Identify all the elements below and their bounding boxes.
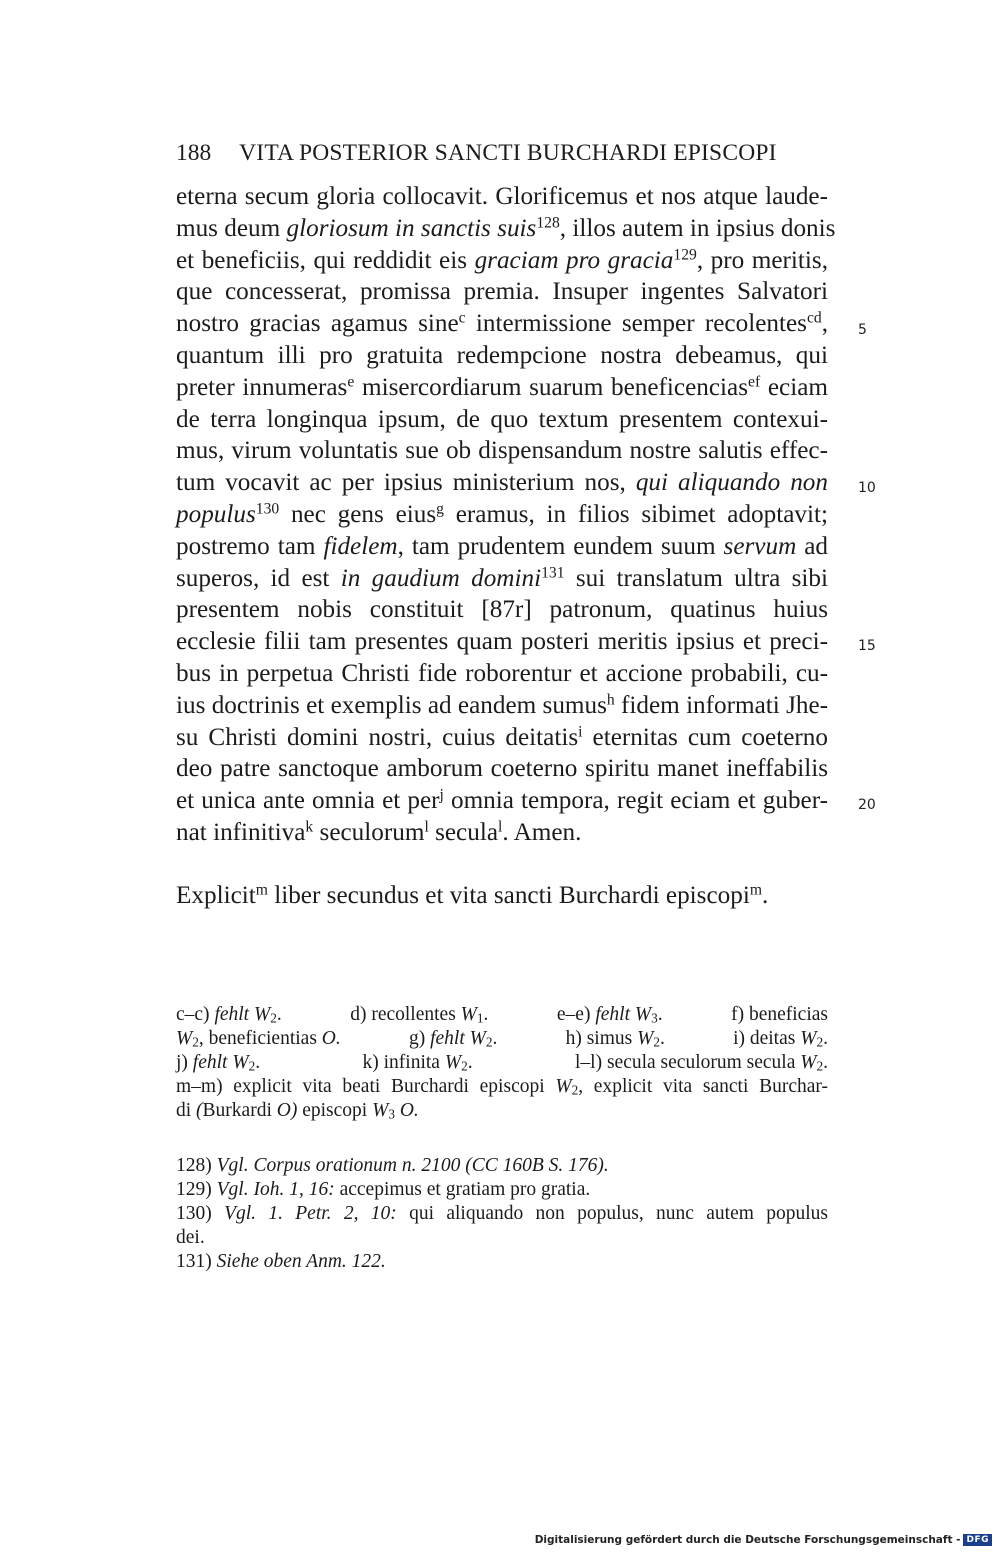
text-line <box>176 531 828 563</box>
text-line <box>176 276 828 308</box>
text-segment: presentem nobis constituit [87r] patronum, quatinus huius <box>176 596 828 624</box>
text-segment: eternitas cum coeterno <box>582 723 828 751</box>
footnote-marker: l <box>498 818 503 836</box>
text-segment: eterna secum gloria collocavit. Glorificemus et nos atque laude- <box>176 183 828 210</box>
explicit-line <box>176 882 768 910</box>
apparatus-row-5 <box>176 1099 828 1123</box>
footnote-marker: k <box>305 818 314 836</box>
text-segment: tum vocavit ac per ipsius ministerium nos, <box>176 469 636 497</box>
footnote-marker: j <box>439 786 444 804</box>
text-segment: postremo tam <box>176 532 324 560</box>
text-line <box>176 245 828 277</box>
text-segment: et unica ante omnia et per <box>176 787 440 815</box>
text-line <box>176 213 836 245</box>
apparatus-entry-e: e–e) fehlt $W_3$. <box>556 1004 663 1026</box>
apparatus-entry-m-cont: di (Burkardi O) episcopi $W_3$ O. <box>176 1100 419 1122</box>
text-segment: , <box>821 310 828 338</box>
apparatus-entry-m: m–m) explicit vita beati Burchardi episcopi $W_2$, explicit vita sancti Burchar- <box>176 1076 828 1098</box>
text-line <box>176 435 828 467</box>
line-number-5: 5 <box>858 322 867 338</box>
running-title: VITA POSTERIOR SANCTI BURCHARDI EPISCOPI <box>239 140 777 166</box>
text-segment: mus, virum voluntatis sue ob dispensandum nostre salutis effec- <box>176 437 828 465</box>
footnote-marker: l <box>424 818 429 836</box>
text-line <box>176 658 828 690</box>
text-line <box>176 467 828 499</box>
text-line <box>176 308 828 340</box>
text-segment: , tam prudentem eundem suum <box>397 532 724 560</box>
text-line <box>176 690 828 722</box>
main-text <box>176 181 836 849</box>
text-segment: quantum illi pro gratuita redempcione nostra debeamus, qui <box>176 341 828 369</box>
page-number: 188 <box>176 140 212 166</box>
text-segment: fidem informati Jhe- <box>614 691 829 719</box>
explicit-text: liber secundus et vita sancti Burchardi episcopi <box>267 882 750 909</box>
text-segment: preter innumeras <box>176 373 348 401</box>
text-segment: nec gens eius <box>279 500 437 528</box>
footnote-131: 131) Siehe oben Anm. 122. <box>176 1251 386 1272</box>
footnote-129: 129) Vgl. Ioh. 1, 16: accepimus et gratiam pro gratia. <box>176 1179 591 1200</box>
footnote-130-cont: dei. <box>176 1227 205 1248</box>
text-line <box>176 626 828 658</box>
footnote-mark-m: m <box>255 881 268 899</box>
text-line <box>176 722 828 754</box>
apparatus-entry-h: h) simus $W_2$. <box>565 1028 665 1050</box>
italic-phrase: in gaudium domini <box>340 564 542 592</box>
text-segment: bus in perpetua Christi fide roborentur et accione probabili, cu- <box>176 659 828 687</box>
italic-phrase: gloriosum in sanctis suis <box>286 214 537 242</box>
footnote-marker: c <box>458 309 466 327</box>
text-segment: sui translatum ultra sibi <box>564 564 829 592</box>
text-segment: et beneficiis, qui reddidit eis <box>176 246 475 274</box>
text-segment: , illos autem in ipsius donis <box>559 214 836 242</box>
apparatus-entry-d: d) recollentes $W_1$. <box>350 1004 489 1026</box>
text-segment: eciam <box>760 373 828 401</box>
text-segment: , pro meritis, <box>696 246 829 274</box>
text-segment: superos, id est <box>176 564 341 592</box>
italic-phrase: fidelem <box>323 532 398 560</box>
footnote-marker: h <box>606 691 615 709</box>
apparatus-row-1 <box>176 1003 828 1027</box>
text-segment: que concesserat, promissa premia. Insuper ingentes Salvatori <box>176 278 828 306</box>
apparatus-entry-l: l–l) secula seculorum secula $W_2$. <box>575 1052 828 1074</box>
text-segment: intermissione semper recolentes <box>465 310 807 338</box>
footnote-marker: g <box>436 500 444 518</box>
text-line <box>176 785 828 817</box>
critical-apparatus <box>176 1003 828 1123</box>
footnote-mark-m-end: m <box>749 881 762 899</box>
footnote-marker: ef <box>748 373 761 391</box>
line-number-15: 15 <box>858 638 876 654</box>
text-segment: omnia tempora, regit eciam et guber- <box>443 787 828 815</box>
text-segment: nat infinitiva <box>176 818 306 846</box>
text-segment: su Christi domini nostri, cuius deitatis <box>176 723 579 751</box>
text-line <box>176 753 828 785</box>
apparatus-entry-k: k) infinita $W_2$. <box>362 1052 473 1074</box>
apparatus-row-3 <box>176 1051 828 1075</box>
text-segment: seculorum <box>313 818 425 846</box>
text-segment: . Amen. <box>502 818 582 846</box>
explicit-word: Explicit <box>176 882 256 909</box>
line-number-10: 10 <box>858 480 876 496</box>
text-segment: secula <box>428 818 499 846</box>
text-line <box>176 340 828 372</box>
apparatus-entry-i: i) deitas $W_2$. <box>733 1028 828 1050</box>
text-line <box>176 499 828 531</box>
footnote-marker: 128 <box>536 214 560 232</box>
apparatus-row-2 <box>176 1027 828 1051</box>
footnote-128: 128) Vgl. Corpus orationum n. 2100 (CC 160B S. 176). <box>176 1155 609 1176</box>
text-line <box>176 817 828 849</box>
footnote-marker: 131 <box>541 563 565 581</box>
text-line <box>176 181 828 213</box>
explicit-end: . <box>761 882 769 909</box>
footnotes <box>176 1154 828 1274</box>
text-segment: misercordiarum suarum beneficencias <box>354 373 749 401</box>
apparatus-row-4 <box>176 1075 828 1099</box>
text-segment: mus deum <box>176 214 287 242</box>
page-header <box>176 140 777 167</box>
text-segment: de terra longinqua ipsum, de quo textum presentem contexui- <box>176 405 828 433</box>
apparatus-entry-f-cont: $W_2$, beneficientias O. <box>176 1028 341 1050</box>
apparatus-entry-j: j) fehlt $W_2$. <box>176 1052 261 1074</box>
dfg-notice <box>535 1534 992 1546</box>
text-line <box>176 372 828 404</box>
text-segment: eramus, in filios sibimet adoptavit; <box>443 500 828 528</box>
dfg-logo: DFG <box>963 1534 992 1546</box>
text-segment: ius doctrinis et exemplis ad eandem sumus <box>176 691 607 719</box>
line-number-20: 20 <box>858 797 876 813</box>
italic-phrase: populus <box>176 500 256 528</box>
apparatus-entry-g: g) fehlt $W_2$. <box>408 1028 498 1050</box>
italic-phrase: graciam pro gracia <box>474 246 674 274</box>
text-segment: nostro gracias agamus sine <box>176 310 459 338</box>
italic-phrase: qui aliquando non <box>635 469 828 497</box>
apparatus-entry-c: c–c) fehlt $W_2$. <box>176 1004 282 1026</box>
text-segment: deo patre sanctoque amborum coeterno spiritu manet ineffabilis <box>176 755 828 783</box>
text-line <box>176 563 828 595</box>
footnote-marker: 130 <box>255 500 280 518</box>
text-line <box>176 404 828 436</box>
text-line <box>176 594 828 626</box>
footnote-marker: e <box>347 373 355 391</box>
text-segment: ecclesie filii tam presentes quam posteri meritis ipsius et preci- <box>176 628 828 656</box>
italic-phrase: servum <box>723 532 797 560</box>
footnote-130: 130) Vgl. 1. Petr. 2, 10: qui aliquando non populus, nunc autem populus <box>176 1203 828 1224</box>
apparatus-entry-f: f) beneficias <box>731 1004 828 1025</box>
footnote-marker: cd <box>806 309 822 327</box>
dfg-notice-text: Digitalisierung gefördert durch die Deutsche Forschungsgemeinschaft - <box>534 1534 961 1546</box>
footnote-marker: i <box>578 722 583 740</box>
text-segment: ad <box>796 532 829 560</box>
footnote-marker: 129 <box>673 246 697 264</box>
